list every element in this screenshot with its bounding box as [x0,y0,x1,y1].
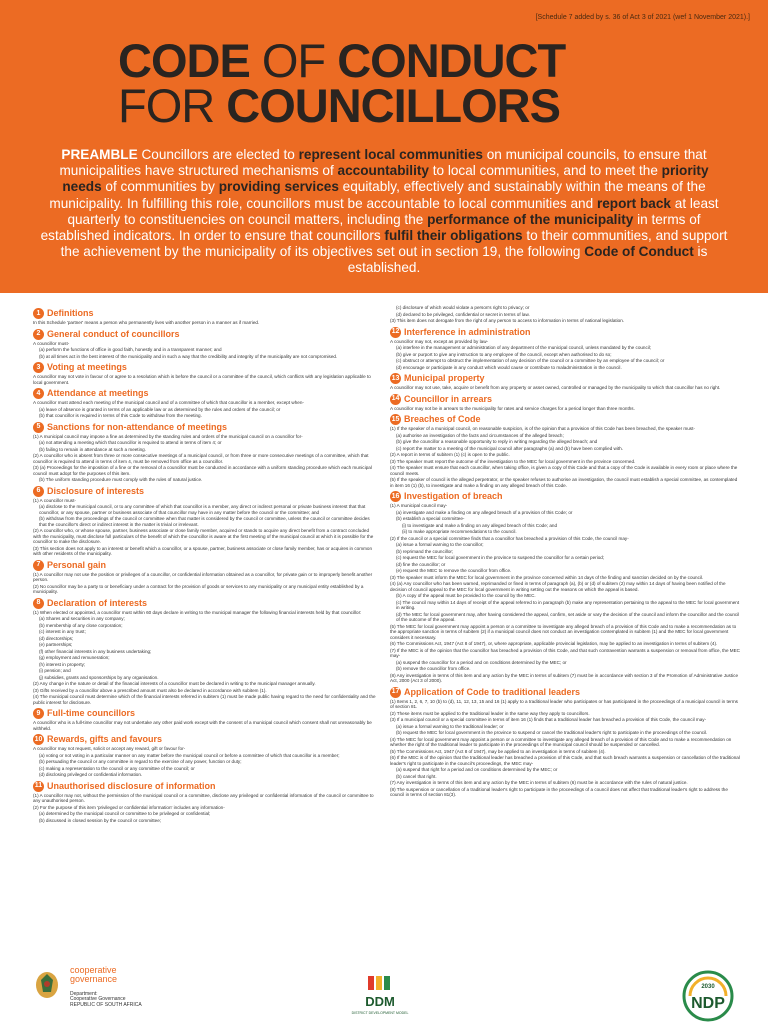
preamble-segment: in terms of established indicators. In order to ensure that councillors [40,211,701,244]
schedule-note: [Schedule 7 added by s. 36 of Act 3 of 2021 (wef 1 November 2021).] [535,14,750,21]
clause-text: (5) If the speaker of council is the alleged perpetrator, or the speaker refuses to authorise an investigation, the council must establish a special committee, as contemplated in item 16 (1) (b), to investigate and make a finding on any alleged breach of this Code. [390,477,738,488]
preamble-segment: to local communities, and to meet the [428,163,662,179]
clause-text: (a) suspend the councillor for a period and on conditions determined by the MEC; or [396,659,567,665]
section-heading [33,708,378,719]
clause-text: (d) encourage or participate in any conduct which would cause or contribute to maladministration in the council. [396,364,622,370]
clause-text: (d) disclosing privileged or confidential information. [39,772,143,777]
preamble-segment: Code of Conduct [584,244,694,260]
clause-text: (4) (a) Any councillor who has been warned, reprimanded or fined in terms of paragraph (a), (b) or (d) of subitem (2) may within 14 days of having been notified of the decision of council appeal to the MEC for local government in writing setting out the reasons on which the appeal is based. [390,581,726,592]
clause-text: (a) voting or not voting in a particular manner on any matter before the municipal council or before a committee of which that councillor is a member; [39,752,340,758]
clause-text: (1) A councillor may not use the position or privileges of a councillor, or confidential information obtained as a councillor, for private gain or to improperly benefit another person. [33,571,373,582]
clause-text: (1) Items 1, 2, 6, 7, 10 (b) to (d), 11, 12, 13, 15 and 16 (1) apply to a traditional leader who participates or has participated in the proceedings of a municipal council in terms of section 81. [390,698,738,709]
code-body [0,293,768,1024]
section-number-badge: 4 [33,388,44,399]
clause-text: (7) If the MEC is of the opinion that the councillor has breached a provision of this Code, and that such contravention warrants a suspension or removal from office, the MEC may- [390,647,740,658]
section-number-badge: 9 [33,708,44,719]
svg-text:2030: 2030 [701,984,715,990]
clause-text: (c) The council may within 14 days of receipt of the appeal referred to in paragraph (b) make any representation pertaining to the appeal to the MEC for local government in writing. [396,599,740,610]
clause-text: (d) The MEC for local government may, after having considered the appeal, confirm, set aside or vary the decision of the council and inform the councillor and the council of the outcome of the appeal. [396,611,740,622]
section-heading [390,491,740,502]
cogta-logo-text: cooperative governance [70,965,118,984]
svg-text:DDM: DDM [365,994,395,1009]
clause-text: (a) issue a formal warning to the councillor; [396,542,484,547]
right-column [390,305,740,799]
clause-text: (e) partnerships; [39,642,73,647]
clause-text: A councillor may not request, solicit or accept any reward, gift or favour for- [33,746,186,751]
clause-text: (a) Shares and securities in any company; [39,616,125,621]
clause-text: (b) establish a special committee- [396,516,465,521]
clause-text: (a) determined by the municipal council or committee to be privileged or confidential; [39,811,211,816]
clause-text: (b) that councillor is required in terms of this Code to withdraw from the meeting. [39,413,202,418]
preamble-segment: equitably, effectively and sustainably within the means of the municipality. In fulfilling this role, councillors must be accountable to local communities and [49,179,706,211]
department-name: Department: Cooperative Governance REPUBLIC OF SOUTH AFRICA [70,991,142,1008]
clause-text: (c) disclosure of which would violate a person's right to privacy; or [396,305,530,310]
clause-text: (6) The Commissions Act, 1947 (Act 8 of 1947), or, where appropriate, applicable provincial legislation, may be applied to an investigation in terms of subitem (4). [390,641,718,646]
clause-text: (6) If the MEC is of the opinion that the traditional leader has breached a provision of this Code, and that such breach warrants a suspension or cancellation of the traditional leader's right to participate in the council's proceedings, the MEC may- [390,755,740,766]
clause-text: (1) If the speaker of a municipal council, on reasonable suspicion, is of the opinion that a provision of this Code has been breached, the speaker must- [390,426,695,431]
clause-text: (1) A councillor may not, without the permission of the municipal council or a committee, disclose any privileged or confidential information of the council or committee to any unauthorised person. [33,792,374,803]
clause-text: (a) issue a formal warning to the traditional leader; or [396,723,504,729]
section-number-badge: 17 [390,687,401,698]
ddm-logo-icon [351,974,409,1024]
section-heading [33,486,378,497]
section-number-badge: 16 [390,491,401,502]
section-title: Municipal property [404,373,485,383]
clause-text: A councillor may not be in arrears to the municipality for rates and service charges for a period longer than three months. [390,405,635,411]
clause-text: A councillor may not vote in favour of or agree to a resolution which is before the council or a committee of the council, which conflicts with any legislation applicable to local government. [33,374,371,385]
section-number-badge: 6 [33,486,44,497]
clause-text: A councillor may not use, take, acquire or benefit from any property or asset owned, controlled or managed by the municipality to which that councillor has no right. [390,385,721,390]
clause-text: (1) A municipal council may impose a fine as determined by the standing rules and orders of the municipal council on a councillor for- [33,433,303,439]
preamble-segment: performance of the municipality [427,211,634,227]
clause-text: (b) give the councillor a reasonable opportunity to reply in writing regarding the alleged breach; and [396,439,598,444]
clause-text: (b) The uniform standing procedure must comply with the rules of natural justice. [39,477,203,482]
section-number-badge: 15 [390,414,401,425]
clause-text: (1) When elected or appointed, a councillor must within 60 days declare in writing to the municipal manager the following financial interests held by that councillor: [33,609,362,615]
clause-text: A councillor may not, except as provided by law- [390,338,489,344]
section-title: Sanctions for non-attendance of meetings [47,421,228,432]
clause-text: (a) suspend that right for a period and on conditions determined by the MEC; or [396,767,558,772]
section-title: Disclosure of interests [47,485,145,496]
clause-text: (2) These items must be applied to the traditional leader in the same way they apply to councillors. [390,710,590,716]
section-heading [390,414,740,425]
section-title: Rewards, gifts and favours [47,734,163,744]
preamble-text [40,147,728,277]
clause-text: (i) pension; and [39,668,71,673]
section-heading [390,687,740,698]
section-heading [33,308,378,319]
preamble-segment: to their communities, and support the achievement by the municipality of its objectives set out in section 19, the following [60,228,728,260]
clause-text: (g) employment and remuneration; [39,655,110,660]
section-title: Voting at meetings [47,362,127,372]
preamble-segment: Councillors are elected to [141,147,299,162]
section-title: Definitions [47,308,94,318]
footer-logos [0,962,768,1024]
preamble-segment: represent local communities [298,147,483,162]
section-number-badge: 14 [390,394,401,405]
preamble-segment: is established. [347,244,708,276]
section-heading [33,329,378,340]
clause-text: (d) directorships; [39,635,74,641]
preamble-segment: priority needs [62,163,709,195]
clause-text: (4) The speaker must ensure that each councillor, when taking office, is given a copy of this Code and that a copy of the Code is available in every room or place where the council meets. [390,465,738,476]
ndp-2030-logo-icon [682,970,734,1022]
clause-text: (a) not attending a meeting which that councillor is required to attend in terms of item 4; or [39,440,222,445]
clause-text: (c) interest in any trust; [39,629,86,634]
section-title: Personal gain [47,559,107,570]
coat-of-arms-icon [32,970,62,1000]
clause-text: (b) reprimand the councillor; [396,548,454,554]
clause-text: (3) Gifts received by a councillor above a prescribed amount must also be declared in accordance with subitem (1). [33,687,267,693]
section-title: General conduct of councillors [47,328,180,339]
section-heading [390,394,740,405]
clause-text: (2) No councillor may be a party to or beneficiary under a contract for the provision of goods or services to any municipality or any municipal entity established by a municipality. [33,583,364,594]
clause-text: (1) A municipal council may- [390,503,448,508]
clause-text: (4) The MEC for local government may appoint a person or a committee to investigate any alleged breach of a provision of this Code and to make a recommendation on whether the right of the traditional leader to participate in the proceedings of the municipal council should be suspended or cancelled. [390,736,732,747]
clause-text: (2) Any change in the nature or detail of the financial interests of a councillor must be declared in writing to the municipal manager annually. [33,681,316,686]
section-number-badge: 5 [33,422,44,433]
clause-text: (e) request the MEC to remove the councillor from office. [396,568,512,573]
section-heading [33,362,378,373]
preamble-segment: on municipal councils, to ensure that municipalities have structured mechanisms of [59,147,707,179]
section-title: Full-time councillors [47,708,136,718]
clause-text: (c) obstruct or attempt to obstruct the implementation of any decision of the council or a committee by an employee of the council; or [396,358,665,363]
section-number-badge: 13 [390,373,401,384]
clause-text: In this Schedule 'partner' means a person who permanently lives with another person in a manner as if married. [33,320,260,325]
clause-text: A councillor must- [33,340,70,346]
clause-text: (c) report the matter to a meeting of the municipal council after paragraphs (a) and (b) have been complied with. [396,445,623,451]
clause-text: (a) investigate and make a finding on any alleged breach of a provision of this Code; or [396,509,573,515]
clause-text: (j) subsidies, grants and sponsorships by any organisation. [39,674,159,680]
clause-text: (5) The MEC for local government may appoint a person or a committee to investigate any alleged breach of a provision of this Code and to make a recommendation as to the appropriate sanction in terms of subitem (2) if a municipal council does not conduct an investigation contemplated in subitem (1) and the MEC for local government considers it necessary. [390,623,737,640]
clause-text: (b) remove the councillor from office. [396,666,471,671]
clause-text: (7) Any investigation in terms of this item and any action by the MEC in terms of subitem (6) must be in accordance with the rules of natural justice. [390,780,688,785]
section-heading [33,734,378,745]
section-title: Unauthorised disclosure of information [47,780,216,791]
clause-text: (2) A report in terms of subitem (1) (c) is open to the public. [390,452,510,457]
preamble-segment: accountability [337,163,429,179]
clause-text: (a) perform the functions of office in good faith, honestly and in a transparent manner; and [39,347,222,352]
clause-text: (3) If a municipal council or a special committee in terms of item 16 (1) finds that a traditional leader has breached a provision of this Code, the council may- [390,717,707,722]
section-number-badge: 3 [33,362,44,373]
section-heading [33,598,378,609]
clause-text: A councillor must attend each meeting of the municipal council and of a committee of which that councillor is a member, except when- [33,400,304,405]
section-number-badge: 10 [33,734,44,745]
clause-text: (3) The speaker must report the outcome of the investigation to the MEC for local government in the province concerned. [390,458,636,464]
section-number-badge: 12 [390,327,401,338]
clause-text: (2) A councillor who is absent from three or more consecutive meetings of a municipal council, or from three or more consecutive meetings of a committee, which that councillor is required to attend in terms of item 4, must be removed from office as a councillor. [33,453,369,464]
clause-text: (d) fine the councillor; or [396,561,446,567]
section-heading [33,781,378,792]
clause-text: (5) The Commissions Act, 1947 (Act 8 of 1947), may be applied to an investigation in terms of subitem (4). [390,748,606,754]
preamble-heading: PREAMBLE [61,147,142,162]
clause-text: (a) interfere in the management or administration of any department of the municipal council, unless mandated by the council; [396,345,652,350]
clause-text: (8) Any investigation in terms of this item and any action by the MEC in terms of subitem (7) must be in accordance with section 3 of the Promotion of Administrative Justice Act, 2000 (Act 3 of 2000). [390,672,739,683]
section-number-badge: 7 [33,560,44,571]
clause-text: (c) request the MEC for local government in the province to suspend the councillor for a certain period; [396,555,605,560]
clause-text: (2) For the purpose of this item 'privileged or confidential information' includes any information- [33,804,225,810]
clause-text: (b) failing to remain in attendance at such a meeting. [39,446,146,452]
clause-text: (3) This item does not derogate from the right of any person to access to information in terms of national legislation. [390,318,625,323]
clause-text: (c) making a representation to the council or any committee of the council; or [39,765,195,771]
clause-text: (a) leave of absence is granted in terms of an applicable law or as determined by the rules and orders of the council; or [39,406,281,412]
page-title-line1: CODE OF CONDUCT [118,34,566,87]
clause-text: (b) withdraw from the proceedings of the council or committee when that matter is considered by the council or committee, unless the council or committee decides that the councillor's direct or indirect interest in the matter is trivial or irrelevant. [39,516,370,527]
clause-text: (b) at all times act in the best interest of the municipality and in such a way that the credibility and integrity of the municipality are not compromised. [39,353,338,359]
clause-text: (3) This section does not apply to an interest or benefit which a councillor, or a spouse, partner, business associate or close family member, has or acquires in common with other residents of the municipality. [33,545,373,556]
preamble-segment: report back [596,195,671,211]
clause-text: (f) other financial interests in any business undertaking; [39,648,152,654]
section-title: Breaches of Code [404,414,481,424]
section-number-badge: 2 [33,329,44,340]
svg-text:NDP: NDP [691,995,725,1012]
section-number-badge: 11 [33,781,44,792]
clause-text: (4) The municipal council must determine which of the financial interests referred in subitem (1) must be made public having regard to the need for confidentiality and the public interest for disclosure. [33,694,376,705]
preamble-segment: providing services [218,179,339,195]
section-heading [33,422,378,433]
clause-text: (d) declared to be privileged, confidential or secret in terms of law. [396,311,530,317]
clause-text: (3) (a) Proceedings for the imposition of a fine or the removal of a councillor must be conducted in accordance with a uniform standing procedure which each municipal council must adopt for the purposes of this item. [33,465,372,476]
preamble-segment: of communities by [101,179,219,195]
clause-text: (i) to investigate and make a finding on any alleged breach of this Code; and [402,522,558,528]
clause-text: (8) The suspension or cancellation of a traditional leader's right to participate in the proceedings of a council does not affect that traditional leader's right to address the council in terms of section 81(3). [390,786,728,797]
clause-text: A councillor who is a full-time councillor may not undertake any other paid work except with the consent of a municipal council which consent shall not unreasonably be withheld. [33,720,372,731]
section-title: Interference in administration [404,326,531,337]
header-banner [0,0,768,293]
clause-text: (h) interest in property; [39,661,86,667]
clause-text: (a) disclose to the municipal council, or to any committee of which that councillor is a member, any direct or indirect personal or private business interest that that councillor, or any spouse, partner or business associate of that councillor may have in any matter before the council or the committee; and [39,504,366,515]
section-heading [33,560,378,571]
section-title: Application of Code to traditional leaders [404,686,581,697]
left-column [33,305,378,824]
clause-text: (a) authorise an investigation of the facts and circumstances of the alleged breach; [396,432,564,438]
clause-text: (ii) to make appropriate recommendations to the council. [402,529,517,534]
page-title-line2: FOR COUNCILLORS [118,79,560,132]
preamble-segment: fulfil their obligations [384,228,523,244]
clause-text: (b) A copy of the appeal must be provided to the council by the MEC. [396,593,536,598]
section-number-badge: 8 [33,598,44,609]
preamble-segment: at least quarterly to constituencies on council matters, including the [67,195,719,227]
section-title: Investigation of breach [404,491,503,501]
section-heading [390,327,740,338]
section-title: Attendance at meetings [47,388,149,398]
section-heading [390,373,740,384]
section-title: Declaration of interests [47,597,148,608]
clause-text: (3) The speaker must inform the MEC for local government in the province concerned within 14 days of the finding and sanction decided on by the council. [390,574,704,580]
section-heading [33,388,378,399]
clause-text: (1) A councillor must- [33,497,76,503]
clause-text: (b) cancel that right. [396,773,437,779]
section-number-badge: 1 [33,308,44,319]
clause-text: (2) A councillor who, or whose spouse, partner, business associate or close family member, acquired or stands to acquire any direct benefit from a contract concluded with the municipality, must disclose full particulars of the benefit of which the councillor is aware at the first meeting of the municipal council at which it is possible for the councillor to make the disclosure. [33,528,374,544]
clause-text: (b) discussed in closed session by the council or committee; [39,817,162,823]
svg-text:DISTRICT DEVELOPMENT MODEL: DISTRICT DEVELOPMENT MODEL [351,1011,409,1015]
clause-text: (b) membership of any close corporation; [39,622,123,628]
clause-text: (b) persuading the council or any committee in regard to the exercise of any power, function or duty; [39,759,242,764]
clause-text: (b) give or purport to give any instruction to any employee of the council, except when authorised to do so; [396,351,612,357]
clause-text: (2) If the council or a special committee finds that a councillor has breached a provision of this Code, the council may- [390,535,629,541]
section-title: Councillor in arrears [404,393,493,404]
clause-text: (b) request the MEC for local government in the province to suspend or cancel the traditional leader's right to participate in the proceedings of the council. [396,730,708,735]
